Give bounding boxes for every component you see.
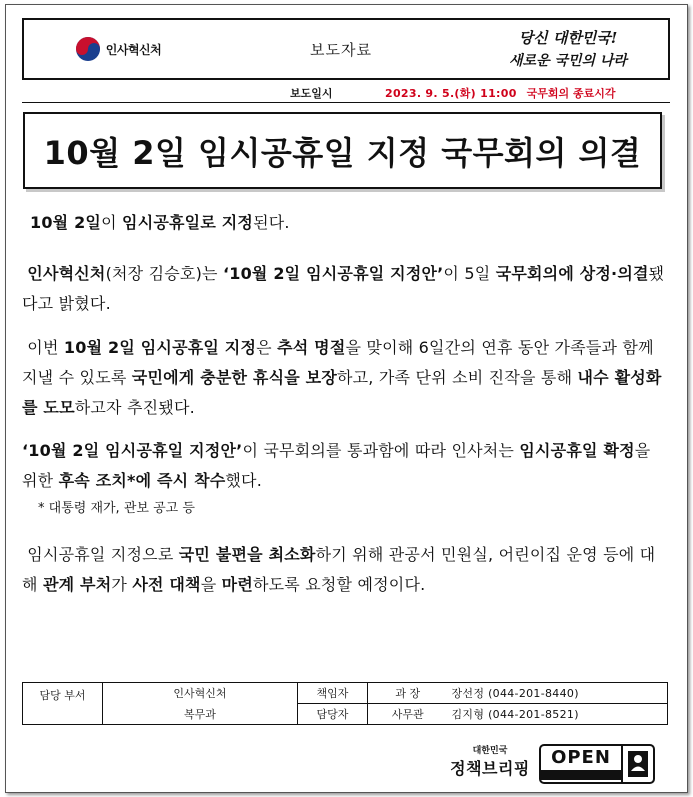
dept-name: 인사혁신처 <box>103 683 298 704</box>
p4-end: 했다. <box>225 471 263 490</box>
p4-confirm: 임시공휴일 확정 <box>519 441 635 460</box>
org-name: 인사혁신처 <box>105 42 162 57</box>
brand-small: 대한민국 <box>472 746 508 756</box>
p2-end: 됐다고 밝혔다. <box>22 264 665 313</box>
release-info <box>290 83 670 103</box>
p3-demand: 내수 활성화를 도모 <box>22 368 662 417</box>
p5-text2: 하기 위해 관공서 민원실, 어린이집 운영 등에 대해 <box>22 545 656 594</box>
p5-text4: 을 <box>200 575 222 594</box>
contact-person: 김지형 (044-201-8521) <box>448 704 668 725</box>
p1-text: 이 <box>101 213 123 232</box>
paragraph-5 <box>22 540 667 600</box>
slogan-calligraphy <box>483 23 653 75</box>
p5-text: 임시공휴일 지정으로 <box>27 545 179 564</box>
p2-resolution: 에 상정·의결 <box>558 264 649 283</box>
taegeuk-emblem-icon <box>76 37 100 61</box>
dept-division: 복무과 <box>103 704 298 725</box>
brand-big: 정책브리핑 <box>450 759 530 778</box>
p3-holiday: 추석 명절 <box>277 338 346 357</box>
title-box <box>23 112 662 189</box>
contact-position: 과 장 <box>368 683 448 704</box>
release-datetime: 2023. 9. 5.(화) 11:00 <box>385 87 517 100</box>
p5-minimize: 국민 불편을 최소화 <box>178 545 316 564</box>
paragraph-2 <box>22 259 667 319</box>
p1-end: 된다. <box>253 213 290 232</box>
p2-text2: 이 5일 <box>443 264 496 283</box>
p5-prepare: 마련 <box>221 575 253 594</box>
paragraph-3 <box>22 333 667 423</box>
contact-position: 사무관 <box>368 704 448 725</box>
doc-type: 보도자료 <box>310 40 372 59</box>
p2-cabinet: 국무회의 <box>495 264 559 283</box>
p3-designation: 10월 2일 임시공휴일 지정 <box>63 338 257 357</box>
contact-person: 장선정 (044-201-8440) <box>448 683 668 704</box>
release-note: 국무회의 종료시각 <box>526 87 616 100</box>
p3-text3: 을 맞이해 6일간의 연휴 동안 가족들과 함께 지낼 수 있도록 <box>22 338 654 387</box>
p3-end: 하고자 추진됐다. <box>74 398 195 417</box>
p4-followup: 후속 조치*에 즉시 착수 <box>58 471 226 490</box>
p1-highlight: 임시공휴일로 지정 <box>122 213 254 232</box>
p5-end: 하도록 요청할 예정이다. <box>252 575 426 594</box>
slogan-line1: 당신 대한민국! <box>518 29 618 47</box>
release-label: 보도일시 <box>290 87 333 100</box>
p2-text: (처장 김승호)는 <box>105 264 223 283</box>
p1-date: 10월 2일 <box>30 213 102 232</box>
p3-text4: 하고, 가족 단위 소비 진작을 통해 <box>336 368 578 387</box>
p2-bill: ‘10월 2일 임시공휴일 지정안’ <box>222 264 444 283</box>
contact-role: 책임자 <box>298 683 368 704</box>
header-divider <box>22 102 670 103</box>
attribution-icon <box>621 746 653 782</box>
p3-text2: 은 <box>256 338 278 357</box>
paragraph-4 <box>22 436 667 496</box>
p5-ministries: 관계 부처 <box>42 575 112 594</box>
press-header <box>22 18 670 80</box>
p2-org: 인사혁신처 <box>27 264 106 283</box>
policy-briefing-logo <box>448 746 532 788</box>
org-logo <box>24 20 214 78</box>
paragraph-1 <box>30 208 290 238</box>
p4-text: 이 국무회의를 통과함에 따라 인사처는 <box>242 441 520 460</box>
p4-bill: ‘10월 2일 임시공휴일 지정안’ <box>22 441 243 460</box>
kogl-open-badge <box>539 744 655 784</box>
page-title: 10월 2일 임시공휴일 지정 국무회의 의결 <box>43 133 642 172</box>
slogan-line2: 새로운 국민의 나라 <box>509 53 627 69</box>
p3-text: 이번 <box>27 338 64 357</box>
contact-table <box>22 682 668 725</box>
contact-row <box>23 683 668 704</box>
p5-measures: 사전 대책 <box>132 575 201 594</box>
contact-row <box>23 704 668 725</box>
p3-rest: 국민에게 충분한 휴식을 보장 <box>131 368 337 387</box>
open-subtitle-bar <box>541 770 621 780</box>
contact-role: 담당자 <box>298 704 368 725</box>
dept-label: 담당 부서 <box>23 683 103 725</box>
footnote: * 대통령 재가, 관보 공고 등 <box>38 501 195 516</box>
open-label: OPEN <box>551 747 611 768</box>
slogan <box>468 20 668 78</box>
p5-text3: 가 <box>111 575 133 594</box>
p4-text2: 을 위한 <box>22 441 651 490</box>
